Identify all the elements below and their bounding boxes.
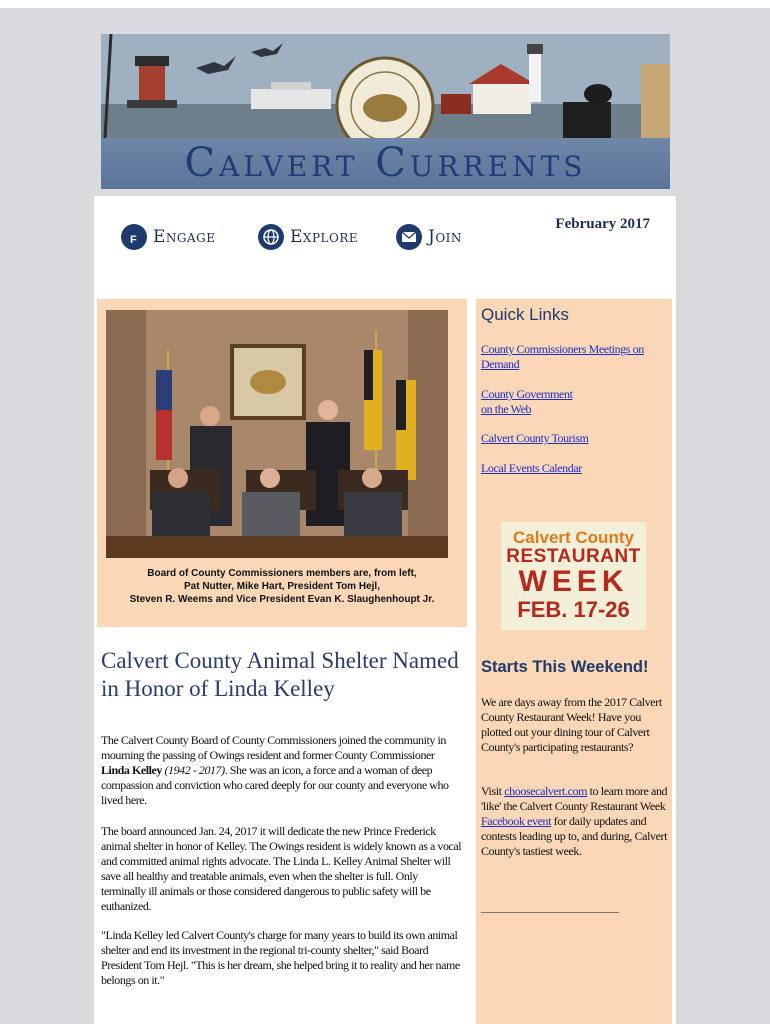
top-strip	[0, 0, 770, 8]
sidebar-paragraph-1: We are days away from the 2017 Calvert County Restaurant Week! Have you plotted out your dining tour of Calvert County's participating restaurants?	[481, 695, 662, 754]
rw-week: WEEK	[518, 565, 629, 598]
text: Visit	[481, 784, 505, 798]
sidebar-heading: Starts This Weekend!	[481, 658, 649, 676]
nav-explore[interactable]	[258, 220, 358, 254]
sidebar-rule: _______________________	[481, 900, 619, 914]
link-county-tourism[interactable]: Calvert County Tourism	[481, 431, 589, 445]
issue-date: February 2017	[555, 216, 650, 232]
text: The Calvert County Board of County Commissioners joined the community in mourning the passing of Owings resident and former County Commissioner	[101, 733, 446, 762]
caption-line-3: Steven R. Weems and Vice President Evan K. Slaughenhoupt Jr.	[129, 594, 435, 605]
nav-engage[interactable]	[121, 220, 216, 254]
text: to learn more and 'like' the Calvert County Restaurant Week	[481, 784, 668, 813]
svg-text:f: f	[130, 230, 138, 245]
link-county-government[interactable]	[481, 387, 573, 417]
article-paragraph-3: "Linda Kelley led Calvert County's charge for many years to build its own animal shelter and end its investment in the regional tri-county shelter," said Board President Tom Hejl. "This is her dream, she helped bring it to reality and her name belongs on it."	[101, 928, 460, 987]
photo-caption	[97, 567, 467, 606]
rw-restaurant: RESTAURANT	[506, 546, 641, 567]
link-line: County Government	[481, 387, 573, 401]
commissioners-photo	[106, 310, 448, 558]
text: for daily updates and contests leading up to, and during, Calvert County's tastiest week.	[481, 814, 668, 858]
rw-dates: FEB. 17-26	[517, 597, 630, 622]
choosecalvert-link[interactable]: choosecalvert.com	[504, 784, 588, 798]
facebook-icon	[121, 224, 147, 250]
caption-line-2: Pat Nutter, Mike Hart, President Tom Hejl,	[184, 581, 380, 592]
nav-join[interactable]	[396, 220, 462, 254]
nav-engage-label: Engage	[153, 227, 216, 247]
facebook-event-link[interactable]: Facebook event	[481, 814, 552, 828]
photo-panel	[97, 299, 467, 627]
globe-icon	[258, 224, 284, 250]
quick-links-title: Quick Links	[481, 305, 569, 324]
linda-kelley-name: Linda Kelley	[101, 763, 162, 777]
article-paragraph-2: The board announced Jan. 24, 2017 it will dedicate the new Prince Frederick animal shelter in honor of Kelley. The Owings resident is widely known as a vocal and committed animal rights advocate. The Linda L. Kelley Animal Shelter will save all healthy and treatable animals, even when the shelter is full. Only terminally ill animals or those considered dangerous to public safety will be euthanized.	[101, 824, 462, 913]
link-line: on the Web	[481, 402, 532, 416]
article-paragraph-1	[101, 733, 463, 808]
header-banner	[101, 34, 670, 189]
link-events-calendar[interactable]: Local Events Calendar	[481, 461, 582, 475]
nav-explore-label: Explore	[290, 227, 359, 247]
sidebar-paragraph-2	[481, 784, 669, 859]
rw-county: Calvert County	[513, 528, 634, 547]
article-headline: Calvert County Animal Shelter Named in Honor of Linda Kelley	[101, 648, 459, 701]
link-line: Demand	[481, 357, 520, 371]
envelope-icon	[396, 224, 422, 250]
link-commissioners-meetings[interactable]	[481, 342, 644, 372]
newsletter-title: Calvert Currents	[101, 138, 670, 189]
years: (1942 - 2017)	[164, 763, 225, 777]
link-line: County Commissioners Meetings on	[481, 342, 644, 356]
nav-join-label: Join	[428, 227, 462, 247]
restaurant-week-logo[interactable]	[501, 522, 646, 630]
caption-line-1: Board of County Commissioners members are, from left,	[147, 568, 417, 579]
text: . She was an icon, a force and a woman of deep compassion and conviction who cared deeply for our county and everyone who lived here.	[101, 763, 449, 807]
